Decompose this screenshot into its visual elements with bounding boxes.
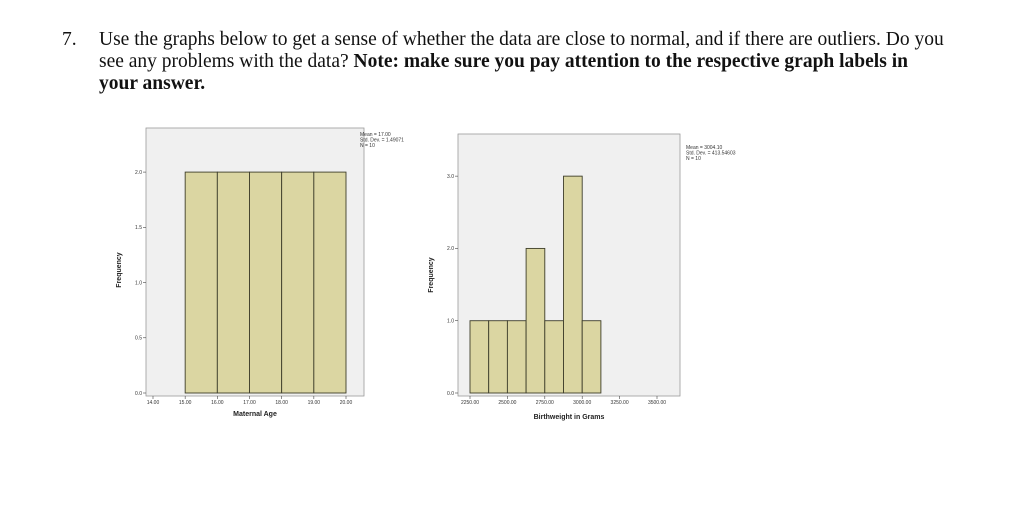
x-tick-label: 15.00 [178, 400, 192, 406]
x-tick-label: 18.00 [275, 400, 288, 406]
x-tick-label: 16.00 [211, 400, 224, 406]
question-number: 7. [62, 29, 77, 50]
y-tick-label: 2.0 [447, 246, 454, 253]
y-axis-label: Frequency [428, 257, 435, 293]
histogram-bar [564, 176, 583, 393]
y-tick-label: 1.5 [135, 225, 142, 232]
x-tick-label: 20.00 [339, 400, 353, 406]
y-tick-label: 0.0 [135, 390, 142, 397]
y-tick-label: 0.5 [135, 335, 142, 342]
x-tick-label: 3500.00 [647, 400, 667, 406]
stats-line: Mean = 3004.10 [686, 145, 723, 151]
histogram-bar [282, 172, 314, 393]
histogram-bar [526, 248, 545, 393]
x-tick-label: 3000.00 [573, 400, 592, 406]
stats-line: Mean = 17.00 [360, 132, 391, 138]
question-note: Note: make sure you pay attention to the respective graph labels in your answer. [99, 51, 908, 94]
x-tick-label: 2750.00 [535, 400, 554, 406]
y-tick-label: 3.0 [447, 173, 454, 180]
y-tick-label: 0.0 [447, 390, 454, 397]
x-tick-label: 3250.00 [610, 400, 629, 406]
histogram-bar [185, 172, 217, 393]
histogram-bar [250, 172, 282, 393]
x-axis-label: Maternal Age [233, 411, 277, 418]
histogram-bar [470, 321, 489, 393]
y-tick-label: 1.0 [135, 280, 142, 287]
histogram-bar [507, 321, 526, 393]
x-tick-label: 14.00 [146, 400, 160, 406]
histogram-bar [217, 172, 249, 393]
histogram-bar [545, 321, 564, 393]
histogram-bar [314, 172, 346, 393]
histogram-bar [489, 321, 508, 393]
histogram-maternal-age [116, 128, 404, 418]
stats-line: N = 10 [360, 143, 375, 149]
x-tick-label: 17.00 [243, 400, 256, 406]
x-tick-label: 2500.00 [498, 400, 517, 406]
y-tick-label: 2.0 [135, 169, 142, 176]
stats-line: Std. Dev. = 413.54603 [686, 150, 736, 157]
y-tick-label: 1.0 [447, 318, 454, 325]
histogram-birthweight [428, 134, 736, 421]
x-axis-label: Birthweight in Grams [533, 414, 605, 421]
histogram-bar [582, 321, 601, 393]
question-prompt: Use the graphs below to get a sense of whether the data are close to normal, and if there are outliers. Do you see any problems with the data? [99, 29, 944, 72]
x-tick-label: 2250.00 [460, 400, 480, 406]
stats-line: Std. Dev. = 1.49071 [360, 137, 404, 144]
y-axis-label: Frequency [116, 252, 123, 288]
stats-line: N = 10 [686, 156, 701, 162]
x-tick-label: 19.00 [307, 400, 321, 406]
